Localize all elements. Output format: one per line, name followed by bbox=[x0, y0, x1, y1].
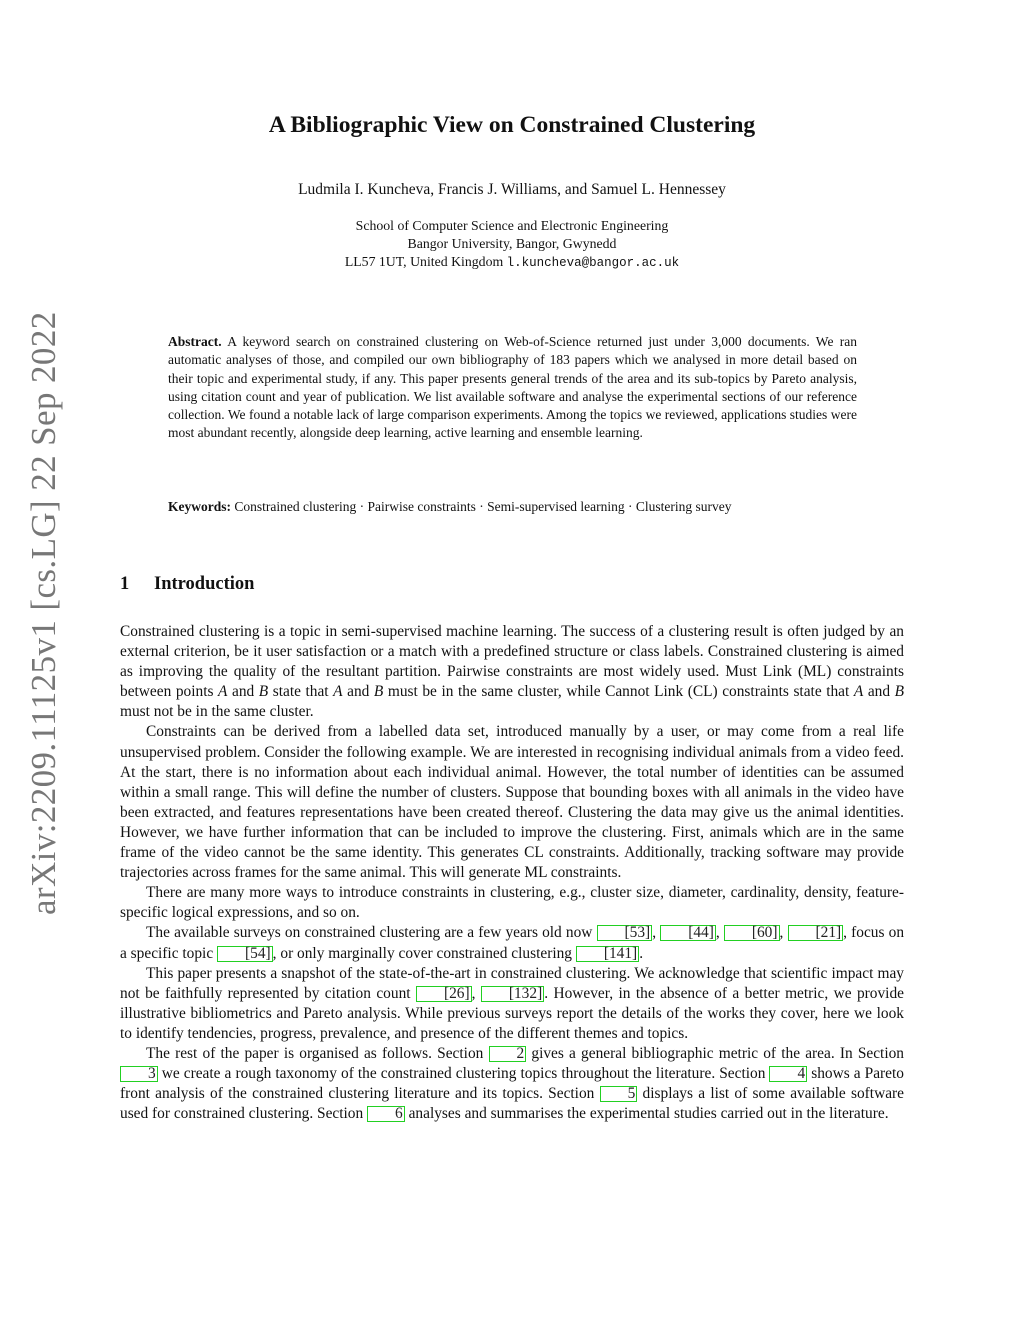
citation-link[interactable]: [53] bbox=[597, 925, 653, 941]
math-var: B bbox=[258, 683, 269, 701]
abstract-text: A keyword search on constrained clustering on Web-of-Science returned just under 3,000 documents. We ran automatic analyses of those, and compiled our own bibliography of 183 papers which we analysed in more detail based on their topic and experimental study, if any. This paper presents general trends of the area and its sub-topics by Pareto analysis, using citation count and year of publication. We list available software and analyse the experimental sections of our reference collection. We found a notable lack of large comparison experiments. Among the topics we reviewed, applications studies were most abundant recently, alongside deep learning, active learning and ensemble learning. bbox=[168, 334, 857, 441]
math-var: A bbox=[218, 683, 228, 701]
arxiv-identifier-stamp[interactable]: arXiv:2209.11125v1 [cs.LG] 22 Sep 2022 bbox=[24, 311, 63, 915]
introduction-body bbox=[120, 622, 904, 1124]
text-run: state that bbox=[268, 683, 334, 701]
author-email[interactable]: l.kuncheva@bangor.ac.uk bbox=[506, 256, 680, 270]
section-link[interactable]: 2 bbox=[489, 1046, 527, 1062]
text-run: displays a list of some available software used for constrained clustering. Section bbox=[120, 1085, 904, 1123]
text-run: , bbox=[652, 924, 661, 942]
paragraph: Constraints can be derived from a labelled data set, introduced manually by a user, or may come from a real life unsupervised problem. Consider the following example. We are interested in recognising individual animals from a video feed. At the start, there is no information about each individual animal. However, the total number of identities can be assumed within a small range. This will define the number of clusters. Suppose that bounding boxes with all animals in the video have been extracted, and features representations have been created thereof. Clustering the data may give us the animal identities. However, we have further information that can be included to improve the clustering. First, animals which are in the same frame of the video cannot be the same identity. This generates CL constraints. Additionally, tracking software may provide trajectories across frames for the same animal. This will generate ML constraints. bbox=[120, 723, 904, 882]
citation-link[interactable]: [132] bbox=[481, 986, 544, 1002]
section-heading bbox=[120, 574, 254, 595]
paragraph bbox=[120, 622, 904, 722]
math-var: B bbox=[373, 683, 384, 701]
citation-link[interactable]: [60] bbox=[724, 925, 780, 941]
affiliation-line: LL57 1UT, United Kingdom bbox=[344, 254, 504, 269]
citation-link[interactable]: [21] bbox=[788, 925, 844, 941]
keywords-text: Constrained clustering · Pairwise constraints · Semi-supervised learning · Clustering survey bbox=[234, 499, 732, 514]
math-var: A bbox=[853, 683, 864, 701]
text-run: and bbox=[227, 683, 259, 701]
text-run: and bbox=[863, 683, 895, 701]
text-run: , bbox=[715, 924, 724, 942]
text-run: The available surveys on constrained clustering are a few years old now bbox=[146, 924, 597, 942]
text-run: . However, in the absence of a better metric, we provide illustrative bibliometrics and Pareto analysis. While previous surveys report the details of the works they cover, here we look to identify tendencies, progress, prevalence, and presence of the different themes and topics. bbox=[120, 984, 904, 1042]
keywords-label: Keywords: bbox=[168, 499, 231, 514]
math-var: B bbox=[894, 683, 905, 701]
paper-title: A Bibliographic View on Constrained Clustering bbox=[268, 112, 756, 138]
paragraph bbox=[120, 964, 904, 1044]
text-run: gives a general bibliographic metric of the area. In Section bbox=[526, 1044, 904, 1062]
text-run: This paper presents a snapshot of the state-of-the-art in constrained clustering. We acknowledge that scientific impact may not be faithfully represented by citation count bbox=[120, 964, 904, 1002]
text-run: must be in the same cluster, while Cannot Link (CL) constraints state that bbox=[383, 683, 854, 701]
citation-link[interactable]: [54] bbox=[217, 946, 273, 962]
section-title: Introduction bbox=[154, 574, 255, 594]
section-link[interactable]: 5 bbox=[600, 1086, 638, 1102]
text-run: . bbox=[639, 944, 644, 962]
text-run: shows a Pareto front analysis of the constrained clustering literature and its topics. Section bbox=[120, 1065, 904, 1103]
affiliation-line: School of Computer Science and Electronic Engineering bbox=[355, 218, 669, 233]
affiliation-block bbox=[120, 217, 904, 272]
paragraph: There are many more ways to introduce constraints in clustering, e.g., cluster size, diameter, cardinality, density, feature-specific logical expressions, and so on. bbox=[120, 884, 904, 922]
text-run: , bbox=[779, 924, 788, 942]
affiliation-line: Bangor University, Bangor, Gwynedd bbox=[407, 236, 617, 251]
affiliation-line-with-email bbox=[120, 253, 904, 272]
text-run: The rest of the paper is organised as follows. Section bbox=[146, 1044, 489, 1062]
paragraph bbox=[120, 923, 904, 963]
text-run: , or only marginally cover constrained clustering bbox=[272, 944, 576, 962]
keywords bbox=[168, 498, 857, 516]
text-run: Constrained clustering is a topic in semi-supervised machine learning. The success of a clustering result is often judged by an external criterion, be it user satisfaction or a match with a predefined structure or class labels. Constrained clustering is aimed as improving the quality of the resultant partition. Pairwise constraints are most widely used. Must Link (ML) constraints between points bbox=[120, 623, 904, 701]
text-run: , focus on a specific topic bbox=[120, 924, 905, 962]
abstract-label: Abstract. bbox=[168, 334, 222, 349]
text-run: must not be in the same cluster. bbox=[120, 703, 314, 721]
citation-link[interactable]: [26] bbox=[416, 986, 472, 1002]
citation-link[interactable]: [141] bbox=[576, 946, 639, 962]
text-run: analyses and summarises the experimental studies carried out in the literature. bbox=[404, 1105, 889, 1123]
text-run: , bbox=[471, 984, 481, 1002]
section-link[interactable]: 6 bbox=[367, 1106, 405, 1122]
citation-link[interactable]: [44] bbox=[660, 925, 716, 941]
author-list: Ludmila I. Kuncheva, Francis J. Williams, and Samuel L. Hennessey bbox=[298, 181, 726, 198]
section-link[interactable]: 3 bbox=[120, 1066, 158, 1082]
abstract bbox=[168, 333, 857, 443]
section-link[interactable]: 4 bbox=[769, 1066, 807, 1082]
math-var: A bbox=[333, 683, 343, 701]
paragraph bbox=[120, 1044, 904, 1124]
text-run: and bbox=[342, 683, 374, 701]
text-run: we create a rough taxonomy of the constrained clustering topics throughout the literature. Section bbox=[157, 1065, 770, 1083]
section-number: 1 bbox=[120, 574, 130, 594]
